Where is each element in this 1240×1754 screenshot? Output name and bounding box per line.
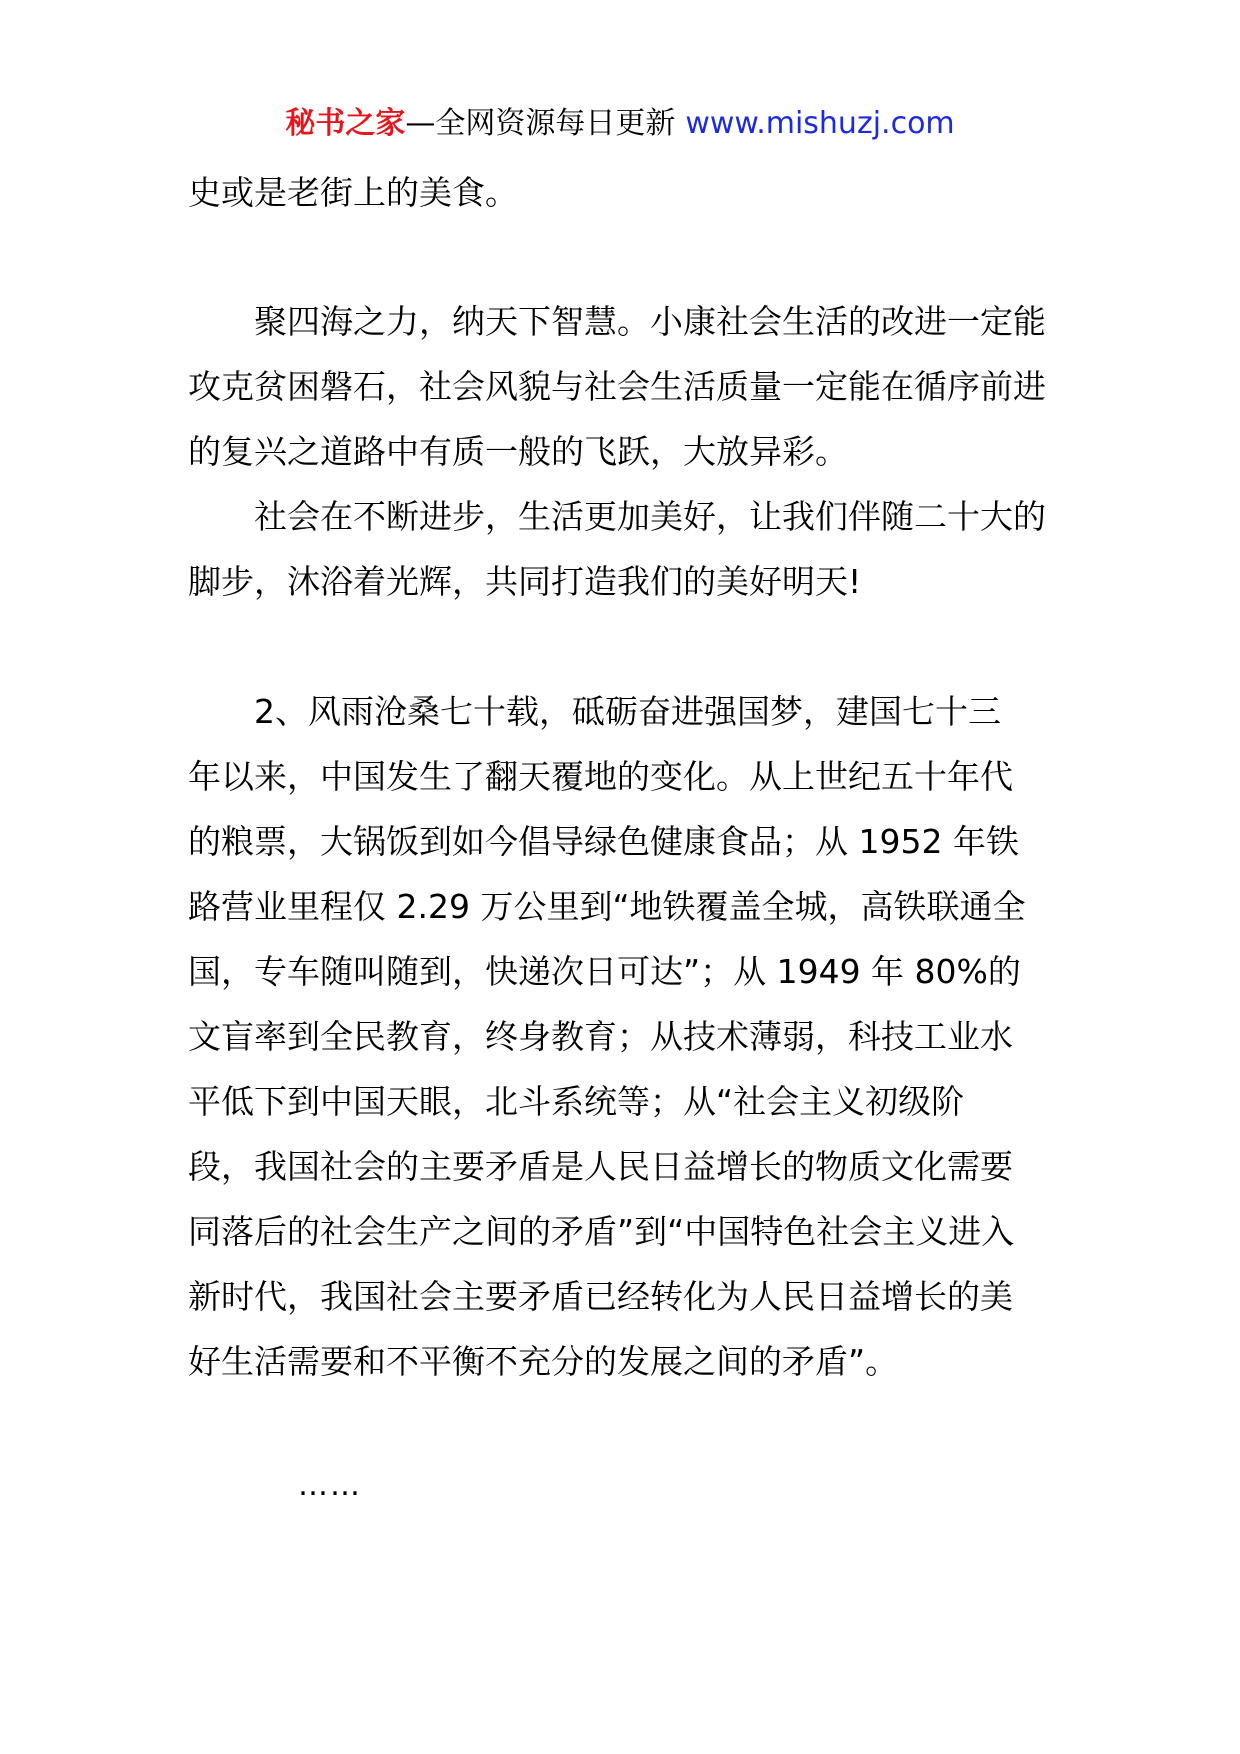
paragraph-block [188, 289, 1058, 484]
paragraph-numbered: 2、风雨沧桑七十载，砥砺奋进强国梦，建国七十三年以来，中国发生了翻天覆地的变化。从上世纪五十年代的粮票，大锅饭到如今倡导绿色健康食品；从 1952 年铁路营业里程仅 2.29 万公里到“地铁覆盖全城，高铁联通全国，专车随叫随到，快递次日可达”；从 1949 年 80%的文盲率到全民教育，终身教育；从技术薄弱，科技工业水平低下到中国天眼，北斗系统等；从“社会主义初级阶段，我国社会的主要矛盾是人民日益增长的物质文化需要同落后的社会生产之间的矛盾”到“中国特色社会主义进入新时代，我国社会主要矛盾已经转化为人民日益增长的美好生活需要和不平衡不充分的发展之间的矛盾”。 [188, 692, 1026, 1381]
paragraph-block [188, 679, 1028, 1394]
paragraph-continuation: 史或是老街上的美食。 [188, 173, 518, 212]
paragraph-block [188, 160, 1058, 225]
website-link[interactable]: www.mishuzj.com [685, 106, 955, 141]
ellipsis-marker: …… [298, 1468, 362, 1503]
page-header [0, 102, 1240, 146]
header-tagline: —全网资源每日更新 [405, 106, 676, 141]
brand-name: 秘书之家 [285, 106, 406, 141]
paragraph: 聚四海之力，纳天下智慧。小康社会生活的改进一定能攻克贫困磐石，社会风貌与社会生活质量一定能在循序前进的复兴之道路中有质一般的飞跃，大放异彩。 [188, 302, 1046, 471]
paragraph: 社会在不断进步，生活更加美好，让我们伴随二十大的脚步，沐浴着光辉，共同打造我们的美好明天! [188, 497, 1046, 601]
paragraph-block [188, 484, 1058, 614]
